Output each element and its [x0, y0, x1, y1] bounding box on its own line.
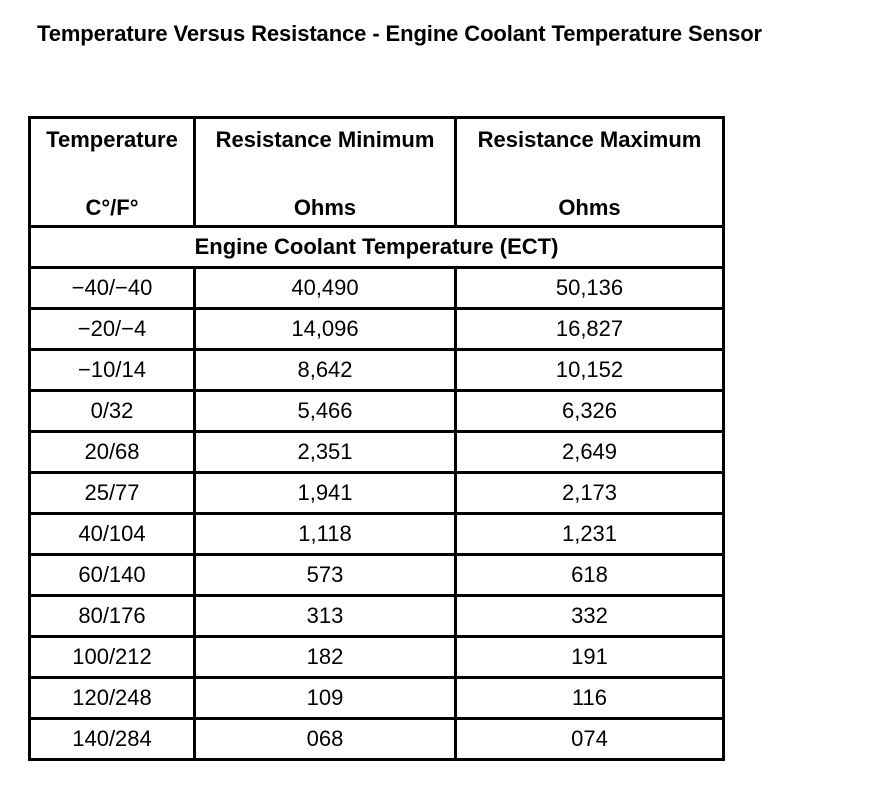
- table-row: [30, 678, 724, 719]
- table-row: [30, 719, 724, 760]
- section-title: Engine Coolant Temperature (ECT): [30, 227, 724, 268]
- header-temperature: [30, 118, 195, 227]
- cell-resistance-max: 16,827: [456, 309, 724, 350]
- cell-temperature: 40/104: [30, 514, 195, 555]
- cell-resistance-min: 1,118: [195, 514, 456, 555]
- cell-resistance-max: 2,649: [456, 432, 724, 473]
- section-row: [30, 227, 724, 268]
- table-row: [30, 473, 724, 514]
- cell-resistance-min: 8,642: [195, 350, 456, 391]
- cell-temperature: 0/32: [30, 391, 195, 432]
- cell-resistance-max: 116: [456, 678, 724, 719]
- cell-resistance-min: 313: [195, 596, 456, 637]
- cell-resistance-min: 573: [195, 555, 456, 596]
- cell-resistance-max: 10,152: [456, 350, 724, 391]
- cell-resistance-min: 2,351: [195, 432, 456, 473]
- header-label: Resistance Minimum: [215, 127, 435, 152]
- cell-resistance-min: 182: [195, 637, 456, 678]
- table-row: [30, 637, 724, 678]
- header-resistance-maximum: [456, 118, 724, 227]
- cell-resistance-min: 068: [195, 719, 456, 760]
- cell-resistance-max: 332: [456, 596, 724, 637]
- header-resistance-minimum: [195, 118, 456, 227]
- cell-resistance-min: 5,466: [195, 391, 456, 432]
- table-row: [30, 514, 724, 555]
- cell-resistance-min: 109: [195, 678, 456, 719]
- cell-temperature: 100/212: [30, 637, 195, 678]
- table-row: [30, 432, 724, 473]
- cell-resistance-min: 40,490: [195, 268, 456, 309]
- table-row: [30, 309, 724, 350]
- cell-resistance-max: 074: [456, 719, 724, 760]
- cell-temperature: 60/140: [30, 555, 195, 596]
- cell-resistance-max: 1,231: [456, 514, 724, 555]
- header-unit: C°/F°: [85, 195, 139, 220]
- cell-temperature: −20/−4: [30, 309, 195, 350]
- cell-resistance-max: 618: [456, 555, 724, 596]
- cell-resistance-max: 2,173: [456, 473, 724, 514]
- cell-temperature: 80/176: [30, 596, 195, 637]
- cell-temperature: 25/77: [30, 473, 195, 514]
- cell-resistance-max: 191: [456, 637, 724, 678]
- cell-temperature: −40/−40: [30, 268, 195, 309]
- cell-temperature: 120/248: [30, 678, 195, 719]
- header-label: Resistance Maximum: [477, 127, 702, 152]
- cell-temperature: 140/284: [30, 719, 195, 760]
- table-row: [30, 555, 724, 596]
- table-row: [30, 350, 724, 391]
- header-label: Temperature: [46, 127, 178, 152]
- header-unit: Ohms: [558, 195, 621, 220]
- cell-resistance-min: 14,096: [195, 309, 456, 350]
- document-title: Temperature Versus Resistance - Engine Coolant Temperature Sensor: [37, 21, 763, 46]
- cell-resistance-max: 50,136: [456, 268, 724, 309]
- table-row: [30, 391, 724, 432]
- cell-temperature: −10/14: [30, 350, 195, 391]
- cell-resistance-min: 1,941: [195, 473, 456, 514]
- temperature-resistance-table: [28, 116, 725, 761]
- cell-resistance-max: 6,326: [456, 391, 724, 432]
- cell-temperature: 20/68: [30, 432, 195, 473]
- header-unit: Ohms: [293, 195, 357, 220]
- table-row: [30, 596, 724, 637]
- table-header-row: [30, 118, 724, 227]
- table-row: [30, 268, 724, 309]
